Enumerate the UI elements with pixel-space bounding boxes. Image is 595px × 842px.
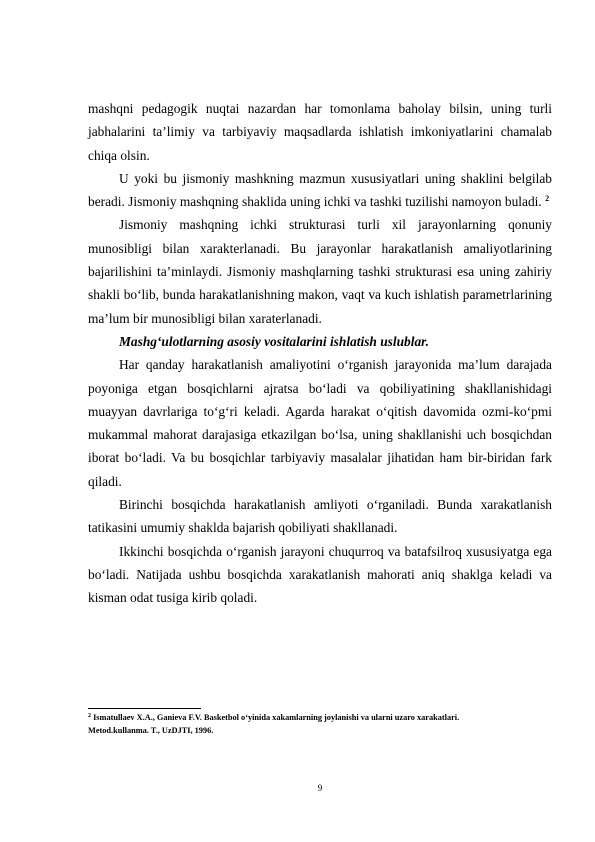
footnote-divider (88, 708, 201, 709)
footnote-reference: 2 (545, 194, 550, 204)
footnote-text-1: Ismatullaev X.A., Ganieva F.V. Basketbol o‘yinida xakamlarning joylanishi va ularni uzaro xarakatlari. (93, 713, 460, 722)
paragraph-4: Har qanday harakatlanish amaliyotini o‘rganish jarayonida ma’lum darajada poyoniga etgan bosqichlarni ajratsa bo‘ladi va qobiliyatining shakllanishidagi muayyan davrlariga to‘g‘ri keladi. Agarda harakat o‘qitish davomida ozmi-ko‘pmi mukammal mahorat darajasiga etkazilgan bo‘lsa, uning shakllanishi uch bosqichdan iborat bo‘ladi. Va bu bosqichlar tarbiyaviy masalalar jihatidan ham bir-biridan fark qiladi. (88, 357, 552, 489)
paragraph-1: mashqni pedagogik nuqtai nazardan har tomonlama baholay bilsin, uning turli jabhalarini ta’limiy va tarbiyaviy maqsadlarda ishlatish imkoniyatlarini chamalab chiqa olsin. (88, 101, 552, 163)
footnote-marker: 2 (88, 713, 91, 719)
paragraph-3: Jismoniy mashqning ichki strukturasi turli xil jarayonlarning qonuniy munosibligi bilan xarakterlanadi. Bu jarayonlar harakatlanish amaliyotlarining bajarilishini ta’minlaydi. Jismoniy mashqlarning tashki strukturasi esa uning zahiriy shakli bo‘lib, bunda harakatlanishning makon, vaqt va kuch ishlatish parametrlarining ma’lum bir munosibligi bilan xaraterlanadi. (88, 217, 552, 326)
footnote (88, 711, 558, 737)
paragraph-5: Birinchi bosqichda harakatlanish amliyoti o‘rganiladi. Bunda xarakatlanish tatikasini umumiy shaklda bajarish qobiliyati shakllanadi. (88, 497, 552, 536)
footnote-line-1 (88, 711, 558, 724)
paragraph-6: Ikkinchi bosqichda o‘rganish jarayoni chuqurroq va batafsilroq xususiyatga ega bo‘ladi. Natijada ushbu bosqichda xarakatlanish mahorati aniq shaklga keladi va kisman odat tusiga kirib qoladi. (88, 543, 552, 606)
page-number: 9 (317, 783, 323, 793)
section-heading: Mashg‘ulotlarning asosiy vositalarini ishlatish uslublar. (119, 333, 429, 349)
page-body (88, 97, 552, 610)
paragraph-2-text: U yoki bu jismoniy mashkning mazmun xususiyatlari uning shaklini belgilab beradi. Jismoniy mashqning shaklida uning ichki va tashki tuzilishi namoyon buladi. (88, 170, 552, 210)
footnote-line-2: Metod.kullanma. T., UzDJTI, 1996. (88, 726, 214, 735)
paragraph-2 (88, 167, 552, 214)
